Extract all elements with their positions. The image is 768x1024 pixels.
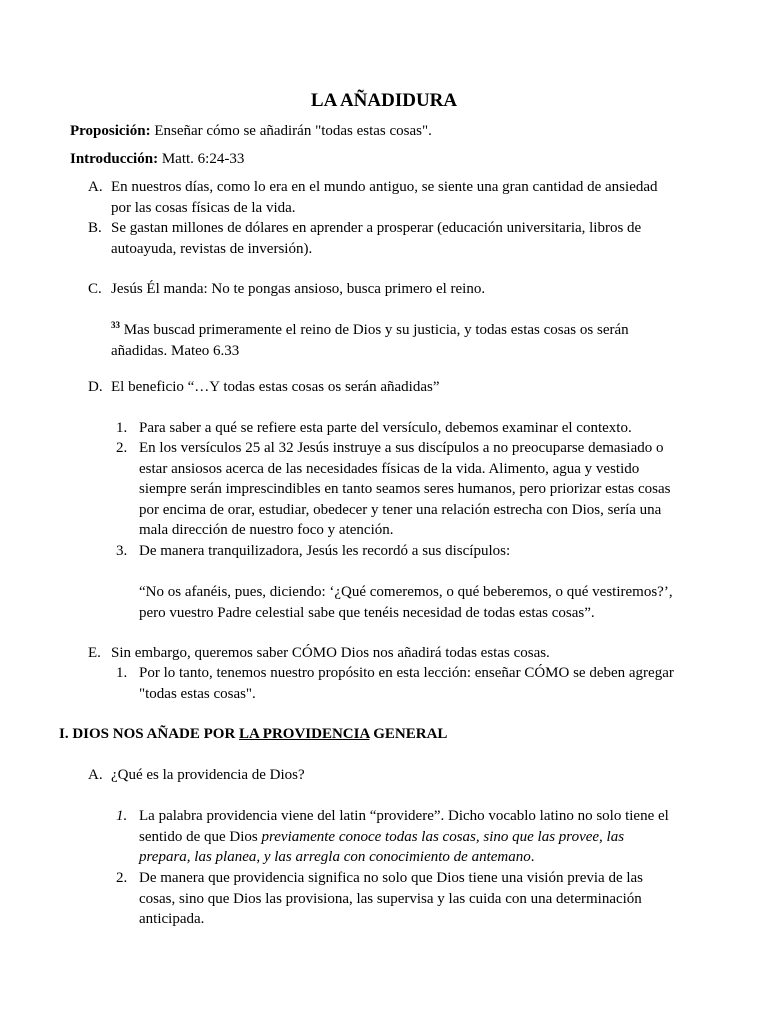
item-line: En los versículos 25 al 32 Jesús instruye a sus discípulos a no preocuparse demasiado o: [139, 440, 664, 456]
item-line: estar ansiosos acerca de las necesidades físicas de la vida. Alimento, agua y vestido: [139, 460, 640, 477]
item-line: El beneficio “…Y todas estas cosas os serán añadidas”: [111, 379, 440, 395]
item-line: siempre serán imprescindibles en tanto seamos seres humanos, pero priorizar estas cosas: [139, 481, 671, 497]
item-line: Por lo tanto, tenemos nuestro propósito en esta lección: enseñar CÓMO se deben agregar: [139, 665, 674, 681]
section-title-post: GENERAL: [369, 726, 448, 742]
list-marker: E.: [88, 645, 101, 661]
introduction-line: [70, 149, 244, 170]
document-title: LA AÑADIDURA: [310, 90, 458, 111]
verse-line: Mas buscad primeramente el reino de Dios y su justicia, y todas estas cosas os serán: [120, 322, 629, 338]
list-marker: D.: [88, 379, 103, 395]
list-marker: B.: [88, 220, 102, 236]
item-line: "todas estas cosas".: [139, 685, 256, 702]
item-line: por encima de orar, estudiar, obedecer y tener una relación estrecha con Dios, sería una: [139, 501, 662, 518]
item-italic-text: prepara, las planea, y las arregla con conocimiento de antemano: [139, 849, 531, 865]
item-line: De manera tranquilizadora, Jesús les recordó a sus discípulos:: [139, 543, 511, 559]
quote-line: pero vuestro Padre celestial sabe que tenéis necesidad de todas estas cosas”.: [139, 604, 595, 621]
proposition-label: Proposición:: [70, 123, 151, 139]
item-line: En nuestros días, como lo era en el mundo antiguo, se siente una gran cantidad de ansiedad: [111, 179, 658, 195]
introduction-text: Matt. 6:24-33: [158, 151, 245, 167]
section-title-underlined: LA PROVIDENCIA: [239, 726, 370, 742]
verse-line: añadidas. Mateo 6.33: [111, 342, 240, 359]
item-line: Para saber a qué se refiere esta parte del versículo, debemos examinar el contexto.: [139, 420, 632, 436]
list-marker: C.: [88, 281, 102, 297]
scripture-quote: [139, 582, 673, 623]
item-line: ¿Qué es la providencia de Dios?: [111, 767, 305, 783]
list-marker: 3.: [116, 543, 128, 559]
verse-number: 33: [111, 320, 120, 330]
item-line: La palabra providencia viene del latin “providere”. Dicho vocablo latino no solo tiene el: [139, 808, 669, 824]
list-marker: A.: [88, 179, 103, 195]
item-line: autoayuda, revistas de inversión).: [111, 240, 313, 257]
item-line: Jesús Él manda: No te pongas ansioso, busca primero el reino.: [111, 281, 486, 297]
list-marker: A.: [88, 767, 103, 783]
list-marker: 1.: [116, 420, 128, 436]
item-line: De manera que providencia significa no solo que Dios tiene una visión previa de las: [139, 870, 644, 886]
item-text: sentido de que Dios: [139, 828, 262, 845]
quote-line: “No os afanéis, pues, diciendo: ‘¿Qué comeremos, o qué beberemos, o qué vestiremos?’,: [139, 584, 673, 600]
item-italic-text: previamente conoce todas las cosas, sino que las provee, las: [261, 828, 625, 845]
section-number: I.: [59, 726, 69, 742]
proposition-text: Enseñar cómo se añadirán "todas estas cosas".: [150, 123, 432, 139]
section-title-pre: DIOS NOS AÑADE POR: [68, 726, 240, 742]
proposition-line: [70, 121, 432, 142]
item-line: anticipada.: [139, 911, 205, 927]
list-marker: 1.: [116, 808, 128, 824]
item-line: mala dirección de nuestro foco y atención.: [139, 522, 394, 538]
list-marker: 2.: [116, 440, 128, 456]
list-marker: 2.: [116, 870, 128, 886]
verse-quote: [111, 320, 629, 361]
list-marker: 1.: [116, 665, 128, 681]
section-heading: [59, 724, 447, 745]
item-line: Sin embargo, queremos saber CÓMO Dios nos añadirá todas estas cosas.: [111, 645, 550, 661]
item-line: cosas, sino que Dios las provisiona, las supervisa y las cuida con una determinación: [139, 890, 642, 907]
introduction-label: Introducción:: [70, 151, 159, 167]
item-line: por las cosas físicas de la vida.: [111, 199, 296, 216]
item-line: Se gastan millones de dólares en aprender a prosperar (educación universitaria, libros de: [111, 220, 642, 236]
item-text: .: [530, 849, 535, 865]
